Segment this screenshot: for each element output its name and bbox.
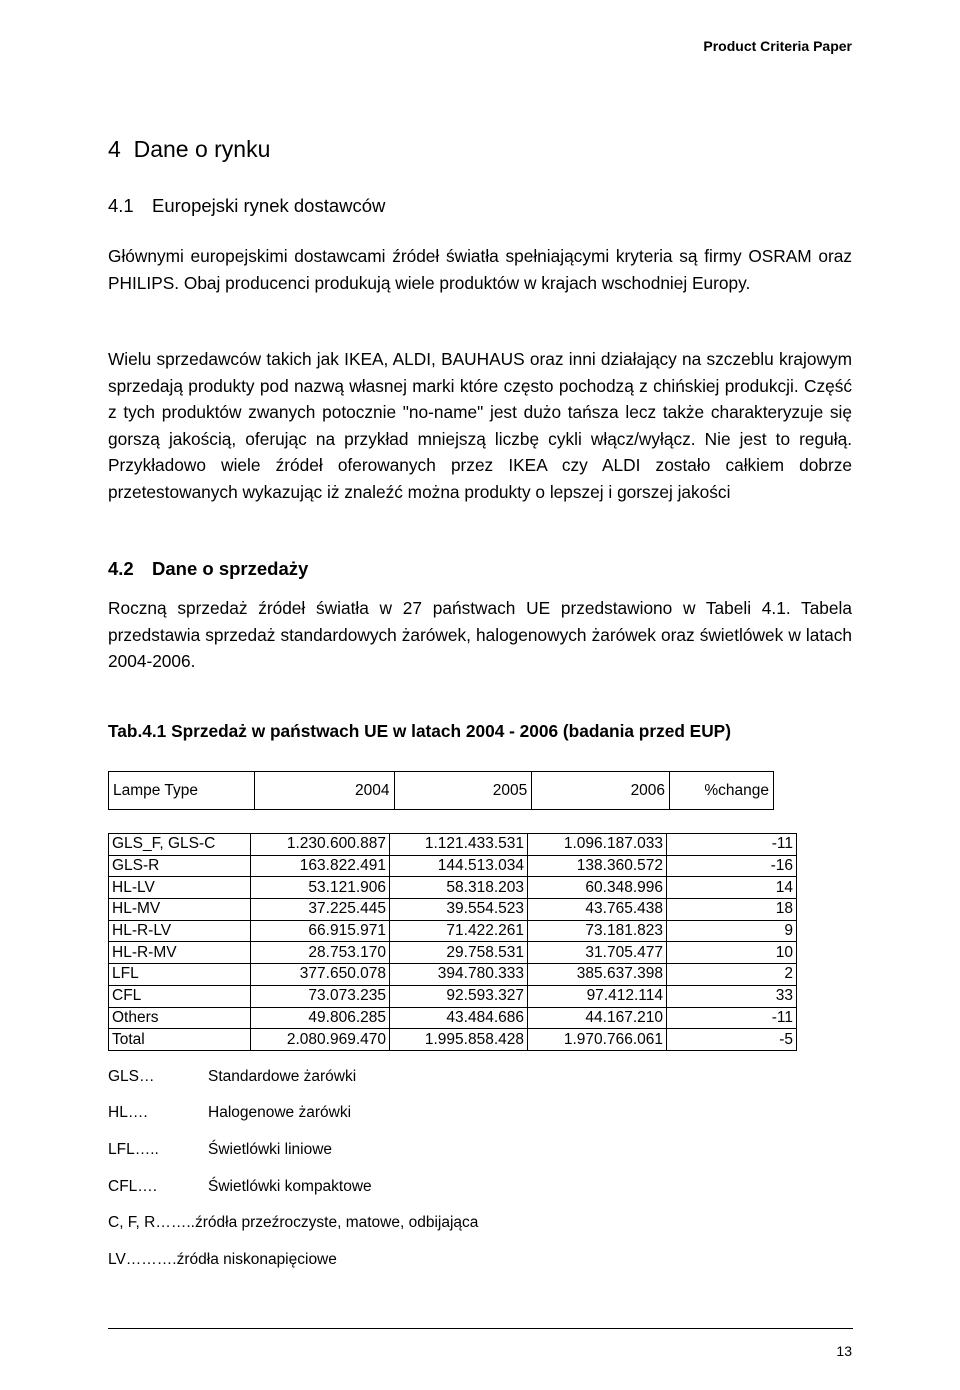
table-row bbox=[109, 877, 797, 899]
paragraph-suppliers: Głównymi europejskimi dostawcami źródeł światła spełniającymi kryteria są firmy OSRAM oraz PHILIPS. Obaj producenci produkują wiele produktów w krajach wschodniej Europy. bbox=[108, 246, 852, 293]
table-cell-value: 92.593.327 bbox=[390, 985, 528, 1007]
section-title: Dane o rynku bbox=[133, 136, 271, 162]
legend-item bbox=[108, 1104, 351, 1122]
table-cell-value: 44.167.210 bbox=[528, 1007, 667, 1029]
table-cell-value: 39.554.523 bbox=[390, 899, 528, 921]
table-cell-value: 385.637.398 bbox=[528, 964, 667, 986]
subsection-title: Dane o sprzedaży bbox=[152, 558, 309, 579]
subsection-heading-4-2 bbox=[108, 558, 308, 580]
subsection-number: 4.1 bbox=[108, 195, 134, 216]
table-cell-value: 10 bbox=[667, 942, 797, 964]
table-cell-type: HL-R-MV bbox=[109, 942, 251, 964]
legend-def: Halogenowe żarówki bbox=[208, 1104, 352, 1121]
table-cell-value: 49.806.285 bbox=[251, 1007, 390, 1029]
table-cell-value: 60.348.996 bbox=[528, 877, 667, 899]
section-number: 4 bbox=[108, 136, 121, 162]
table-cell-type: CFL bbox=[109, 985, 251, 1007]
legend-def: Świetlówki liniowe bbox=[208, 1141, 333, 1158]
table-cell-value: 1.096.187.033 bbox=[528, 834, 667, 856]
table-cell-value: 18 bbox=[667, 899, 797, 921]
table-cell-value: 97.412.114 bbox=[528, 985, 667, 1007]
section-heading bbox=[108, 136, 270, 163]
page-header-title: Product Criteria Paper bbox=[703, 38, 852, 54]
table-cell-value: 1.970.766.061 bbox=[528, 1029, 667, 1051]
table-cell-value: 138.360.572 bbox=[528, 855, 667, 877]
legend-item: C, F, R……..źródła przeźroczyste, matowe, odbijająca bbox=[108, 1214, 479, 1231]
table-cell-value: 14 bbox=[667, 877, 797, 899]
header-cell-change: %change bbox=[670, 772, 774, 810]
table-row bbox=[109, 985, 797, 1007]
table-cell-value: 1.995.858.428 bbox=[390, 1029, 528, 1051]
table-cell-type: Total bbox=[109, 1029, 251, 1051]
legend-def: Świetlówki kompaktowe bbox=[208, 1178, 372, 1195]
table-cell-value: 1.121.433.531 bbox=[390, 834, 528, 856]
legend-def: Standardowe żarówki bbox=[208, 1068, 357, 1085]
table-cell-value: 37.225.445 bbox=[251, 899, 390, 921]
legend-item bbox=[108, 1068, 356, 1086]
legend-abbr: HL…. bbox=[108, 1104, 148, 1121]
table-cell-type: HL-LV bbox=[109, 877, 251, 899]
paragraph-sales: Roczną sprzedaż źródeł światła w 27 państwach UE przedstawiono w Tabeli 4.1. Tabela przedstawia sprzedaż standardowych żarówek, halogenowych żarówek oraz świetlówek w latach 2004-2006. bbox=[108, 598, 852, 671]
paragraph-retailers: Wielu sprzedawców takich jak IKEA, ALDI, BAUHAUS oraz inni działający na szczeblu krajowym sprzedają produkty pod nazwą własnej marki które często pochodzą z chińskiej produkcji. Część z tych produktów zwanych potocznie "no-name" jest dużo tańsza lecz także charakteryzuje się gorszą jakością, oferując na przykład mniejszą liczbę cykli włącz/wyłącz. Nie jest to regułą. Przykładowo wiele źródeł oferowanych przez IKEA czy ALDI zostało całkiem dobrze przetestowanych wykazując iż znaleźć można produkty o lepszej i gorszej jakości bbox=[108, 349, 852, 502]
table-cell-type: Others bbox=[109, 1007, 251, 1029]
page-number: 13 bbox=[836, 1343, 852, 1359]
table-row bbox=[109, 855, 797, 877]
table-cell-type: GLS-R bbox=[109, 855, 251, 877]
header-cell-type: Lampe Type bbox=[109, 772, 255, 810]
legend-item: LV……….źródła niskonapięciowe bbox=[108, 1251, 337, 1268]
table-cell-value: 144.513.034 bbox=[390, 855, 528, 877]
legend-abbr: GLS… bbox=[108, 1068, 155, 1085]
table-row bbox=[109, 834, 797, 856]
header-cell-2005: 2005 bbox=[394, 772, 532, 810]
legend-abbr: CFL…. bbox=[108, 1178, 158, 1195]
table-cell-type: GLS_F, GLS-C bbox=[109, 834, 251, 856]
table-row bbox=[109, 899, 797, 921]
table-cell-value: 73.073.235 bbox=[251, 985, 390, 1007]
table-row bbox=[109, 1029, 797, 1051]
legend-item bbox=[108, 1178, 372, 1196]
table-cell-value: 1.230.600.887 bbox=[251, 834, 390, 856]
table-row bbox=[109, 1007, 797, 1029]
table-cell-type: LFL bbox=[109, 964, 251, 986]
table-cell-value: 9 bbox=[667, 920, 797, 942]
table-row bbox=[109, 964, 797, 986]
table-row bbox=[109, 920, 797, 942]
table-cell-value: 43.765.438 bbox=[528, 899, 667, 921]
table-cell-value: -11 bbox=[667, 1007, 797, 1029]
table-cell-value: 66.915.971 bbox=[251, 920, 390, 942]
table-cell-value: 58.318.203 bbox=[390, 877, 528, 899]
subsection-title: Europejski rynek dostawców bbox=[152, 195, 386, 216]
header-cell-2006: 2006 bbox=[532, 772, 670, 810]
table-cell-value: 394.780.333 bbox=[390, 964, 528, 986]
table-cell-value: 33 bbox=[667, 985, 797, 1007]
table-cell-value: 29.758.531 bbox=[390, 942, 528, 964]
table-cell-value: -11 bbox=[667, 834, 797, 856]
table-cell-type: HL-MV bbox=[109, 899, 251, 921]
legend-abbr: LFL….. bbox=[108, 1141, 159, 1158]
subsection-number: 4.2 bbox=[108, 558, 134, 579]
table-caption: Tab.4.1 Sprzedaż w państwach UE w latach 2004 - 2006 (badania przed EUP) bbox=[108, 721, 731, 741]
table-cell-value: 71.422.261 bbox=[390, 920, 528, 942]
table-cell-value: 53.121.906 bbox=[251, 877, 390, 899]
table-cell-value: -5 bbox=[667, 1029, 797, 1051]
legend-item bbox=[108, 1141, 332, 1159]
table-cell-value: 43.484.686 bbox=[390, 1007, 528, 1029]
sales-table bbox=[108, 833, 797, 1051]
table-cell-value: 2.080.969.470 bbox=[251, 1029, 390, 1051]
table-cell-value: 28.753.170 bbox=[251, 942, 390, 964]
table-cell-value: -16 bbox=[667, 855, 797, 877]
table-cell-type: HL-R-LV bbox=[109, 920, 251, 942]
footer-divider bbox=[108, 1328, 853, 1329]
header-cell-2004: 2004 bbox=[254, 772, 394, 810]
table-cell-value: 73.181.823 bbox=[528, 920, 667, 942]
table-cell-value: 31.705.477 bbox=[528, 942, 667, 964]
table-header bbox=[108, 771, 774, 810]
table-cell-value: 2 bbox=[667, 964, 797, 986]
table-row bbox=[109, 942, 797, 964]
table-cell-value: 377.650.078 bbox=[251, 964, 390, 986]
table-cell-value: 163.822.491 bbox=[251, 855, 390, 877]
subsection-heading-4-1 bbox=[108, 195, 385, 217]
